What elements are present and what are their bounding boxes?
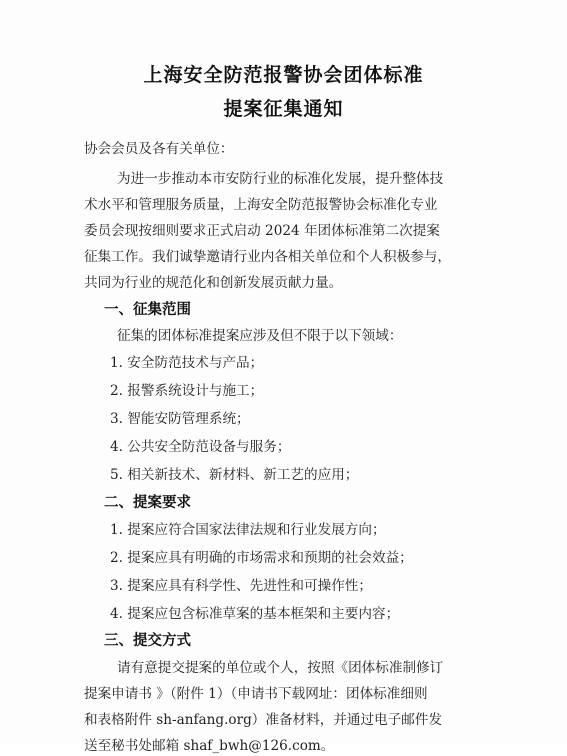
submission-line: 送至秘书处邮箱 shaf_bwh@126.com。 xyxy=(84,738,335,754)
scope-item: 3. 智能安防管理系统； xyxy=(110,411,250,427)
intro-line: 委员会现按细则要求正式启动 2024 年团体标准第二次提案 xyxy=(84,223,440,239)
section-1-heading: 一、征集范围 xyxy=(104,302,191,318)
scope-item: 1. 安全防范技术与产品； xyxy=(110,355,264,371)
submission-line: 请有意提交提案的单位或个人，按照《团体标准制修订 xyxy=(117,660,444,676)
intro-line: 征集工作。我们诚挚邀请行业内各相关单位和个人积极参与， xyxy=(84,249,452,265)
submission-line: 和表格附件 sh-anfang.org）准备材料，并通过电子邮件发 xyxy=(84,712,443,728)
intro-line: 为进一步推动本市安防行业的标准化发展，提升整体技 xyxy=(117,171,444,187)
document-title-line-1: 上海安全防范报警协会团体标准 xyxy=(143,64,424,86)
requirement-item: 1. 提案应符合国家法律法规和行业发展方向； xyxy=(110,522,386,538)
section-3-heading: 三、提交方式 xyxy=(104,633,191,649)
section-1-lead: 征集的团体标准提案应涉及但不限于以下领域： xyxy=(117,328,403,344)
scope-item: 2. 报警系统设计与施工； xyxy=(110,383,264,399)
scope-item: 4. 公共安全防范设备与服务； xyxy=(110,439,291,455)
requirement-item: 3. 提案应具有科学性、先进性和可操作性； xyxy=(110,578,372,594)
section-2-heading: 二、提案要求 xyxy=(104,495,191,511)
document-title-line-2: 提案征集通知 xyxy=(223,98,344,120)
requirement-item: 4. 提案应包含标准草案的基本框架和主要内容； xyxy=(110,606,400,622)
salutation: 协会会员及各有关单位： xyxy=(84,141,234,157)
submission-line: 提案申请书 》（附件 1）（申请书下载网址：团体标准细则 xyxy=(84,686,428,702)
requirement-item: 2. 提案应具有明确的市场需求和预期的社会效益； xyxy=(110,550,413,566)
intro-line: 术水平和管理服务质量，上海安全防范报警协会标准化专业 xyxy=(84,197,438,213)
intro-line: 共同为行业的规范化和创新发展贡献力量。 xyxy=(84,275,343,291)
scope-item: 5. 相关新技术、新材料、新工艺的应用； xyxy=(110,467,359,483)
